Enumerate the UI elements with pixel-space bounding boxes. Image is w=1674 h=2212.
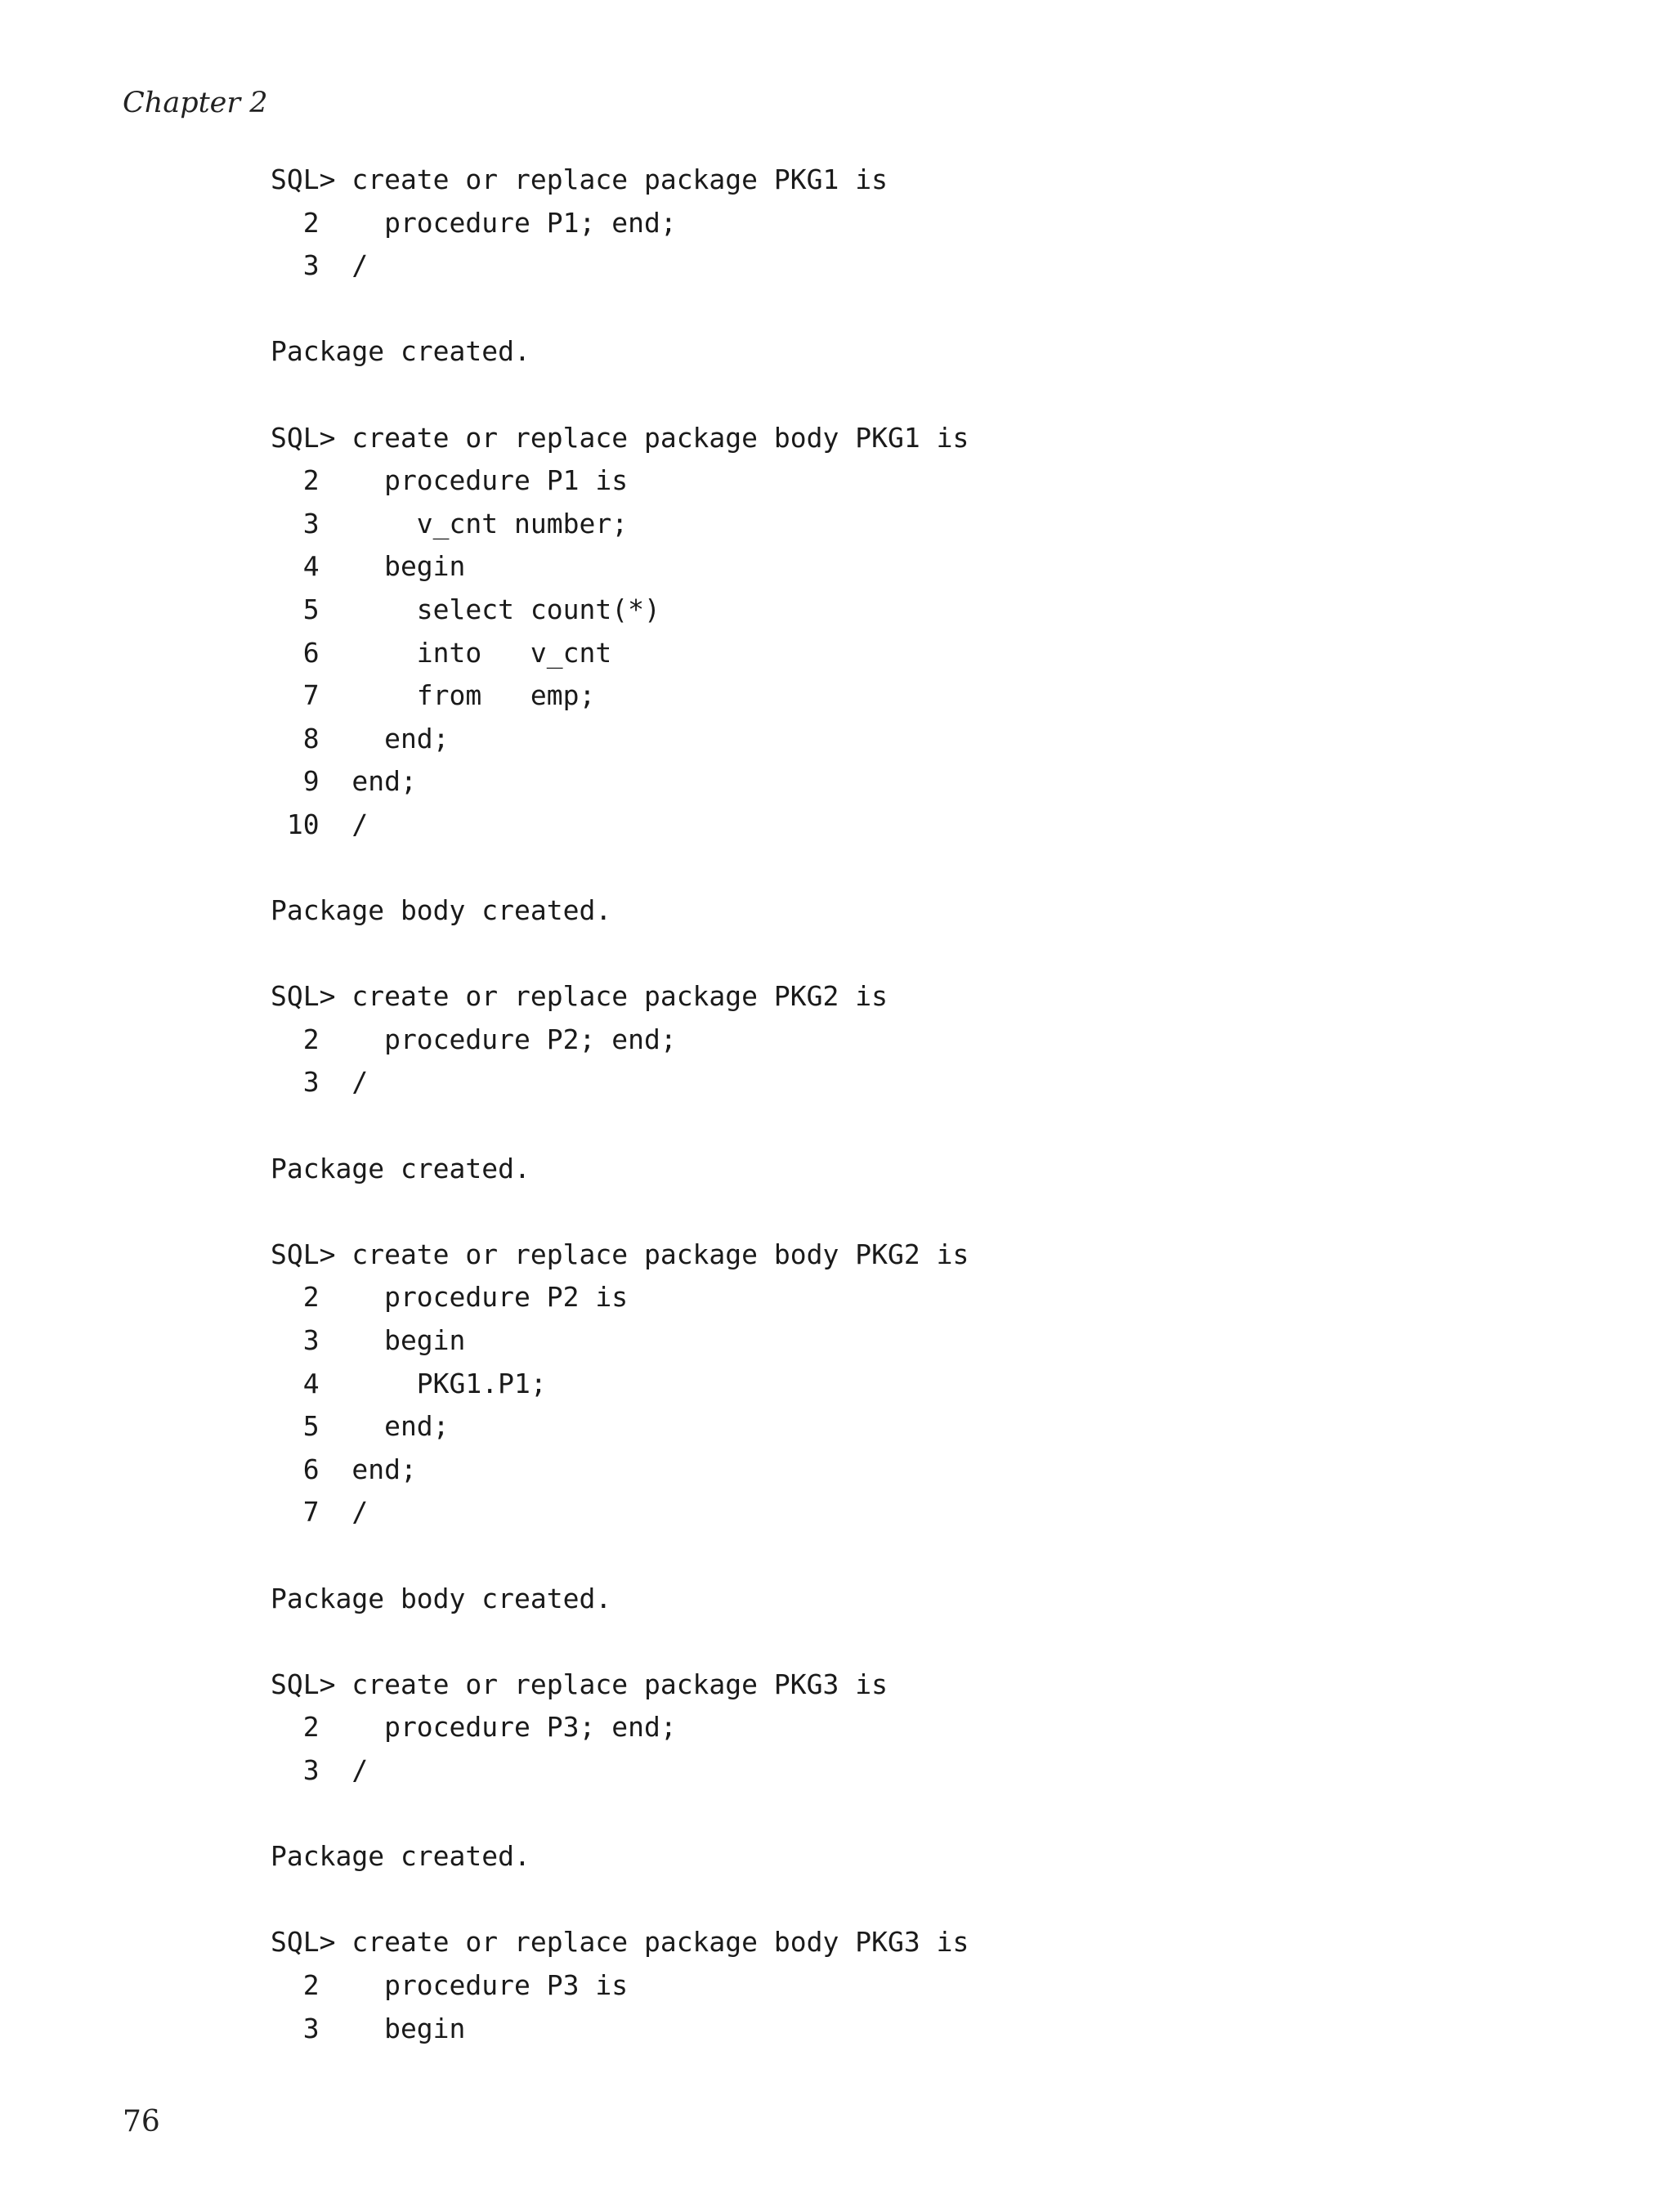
code-line: 2 procedure P1 is xyxy=(271,464,629,497)
code-line: 3 / xyxy=(271,1066,369,1099)
code-line: 2 procedure P3; end; xyxy=(271,1711,677,1744)
code-line: Package body created. xyxy=(271,1582,612,1614)
code-line: 9 end; xyxy=(271,765,417,798)
code-line xyxy=(271,374,969,417)
code-line: SQL> create or replace package body PKG3 is xyxy=(271,1926,969,1959)
chapter-running-head: Chapter 2 xyxy=(123,87,268,119)
code-line: Package created. xyxy=(271,1840,530,1873)
code-line: 3 begin xyxy=(271,2012,466,2044)
code-line xyxy=(271,1190,969,1234)
code-line: 6 end; xyxy=(271,1453,417,1485)
code-line xyxy=(271,1878,969,1922)
code-line: SQL> create or replace package body PKG2 is xyxy=(271,1238,969,1270)
code-line: SQL> create or replace package PKG2 is xyxy=(271,980,888,1013)
code-line: 7 / xyxy=(271,1496,369,1529)
code-line xyxy=(271,1793,969,1836)
code-line: 3 v_cnt number; xyxy=(271,507,629,540)
code-line: 4 begin xyxy=(271,550,466,583)
code-line: 8 end; xyxy=(271,722,450,754)
code-line xyxy=(271,1534,969,1578)
code-line: 7 from emp; xyxy=(271,679,596,712)
code-line xyxy=(271,847,969,890)
code-line: 6 into v_cnt xyxy=(271,636,612,669)
code-line: SQL> create or replace package PKG1 is xyxy=(271,163,888,195)
code-line: Package created. xyxy=(271,335,530,368)
code-line: 5 end; xyxy=(271,1410,450,1443)
code-line: 2 procedure P3 is xyxy=(271,1968,629,2001)
code-line: 3 begin xyxy=(271,1324,466,1357)
code-line: 3 / xyxy=(271,249,369,282)
code-line: 10 / xyxy=(271,808,369,840)
code-line: 5 select count(*) xyxy=(271,593,660,625)
code-line: 3 / xyxy=(271,1753,369,1786)
code-line xyxy=(271,288,969,331)
code-line xyxy=(271,1620,969,1663)
page-number: 76 xyxy=(123,2105,160,2138)
code-line: 2 procedure P2; end; xyxy=(271,1023,677,1055)
code-line: 2 procedure P2 is xyxy=(271,1281,629,1314)
sql-code-listing xyxy=(271,159,969,2050)
code-line: 2 procedure P1; end; xyxy=(271,206,677,239)
code-line: SQL> create or replace package PKG3 is xyxy=(271,1668,888,1700)
code-line xyxy=(271,933,969,976)
code-line: Package body created. xyxy=(271,894,612,927)
code-line: Package created. xyxy=(271,1152,530,1184)
code-line: SQL> create or replace package body PKG1 is xyxy=(271,421,969,454)
code-line xyxy=(271,1104,969,1148)
code-line: 4 PKG1.P1; xyxy=(271,1367,547,1399)
